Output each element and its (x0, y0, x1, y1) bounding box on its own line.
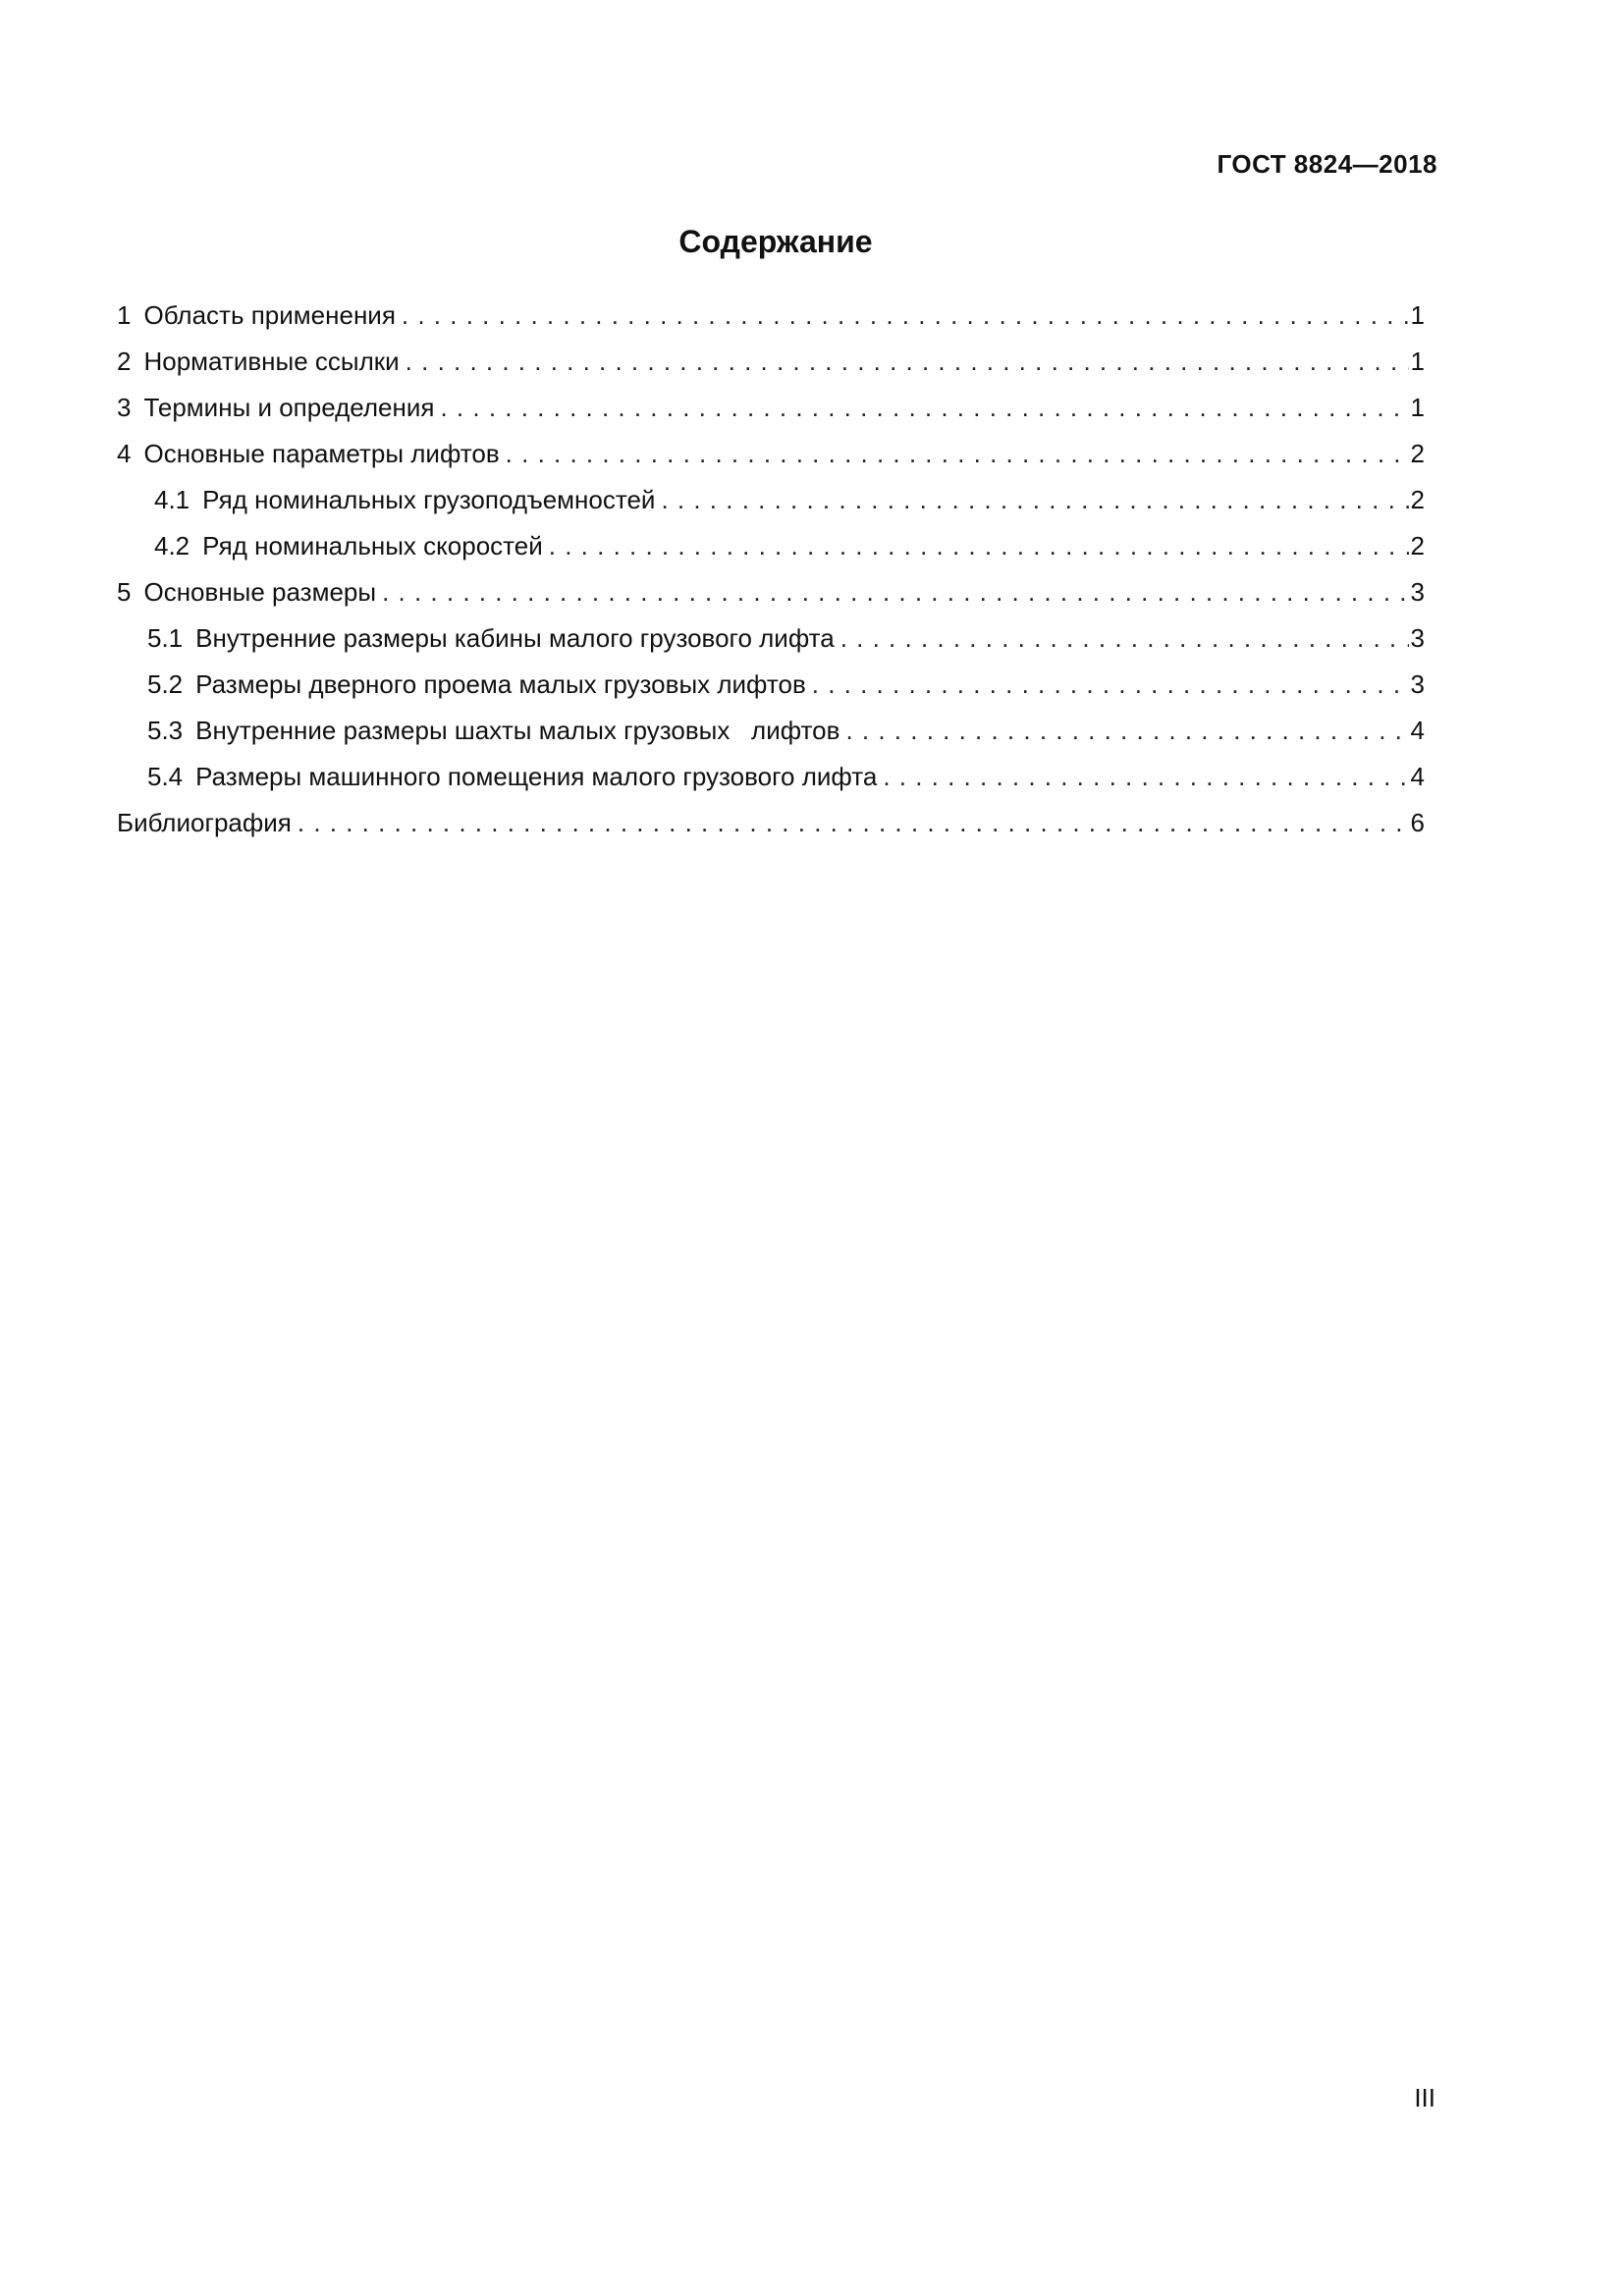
toc-entry-5[interactable] (117, 577, 1425, 623)
toc-entry-number: 4.2 (154, 531, 190, 561)
toc-entry-page: 1 (1410, 300, 1425, 330)
toc-entry-3[interactable] (117, 393, 1425, 439)
toc-entry-number: 5.3 (147, 716, 184, 745)
toc-entry-page: 2 (1410, 531, 1425, 561)
toc-entry-page: 6 (1410, 808, 1425, 837)
toc-entry-page: 2 (1410, 485, 1425, 514)
toc-entry-title: Внутренние размеры шахты малых грузовых лифтов (195, 716, 840, 745)
toc-entry-title: Размеры дверного проема малых грузовых лифтов (195, 669, 806, 699)
toc-entry-5-1[interactable] (117, 623, 1425, 669)
toc-entry-title: Область применения (143, 300, 396, 330)
toc-entry-title: Библиография (117, 808, 292, 837)
toc-dot-leader (382, 577, 1408, 608)
toc-entry-number: 5.1 (147, 623, 184, 653)
toc-entry-number: 4.1 (154, 485, 190, 514)
toc-entry-title: Основные размеры (143, 577, 377, 607)
toc-dot-leader (812, 669, 1409, 700)
toc-dot-leader (298, 808, 1409, 838)
toc-dot-leader (883, 762, 1408, 792)
toc-dot-leader (440, 393, 1408, 423)
toc-dot-leader (840, 623, 1409, 654)
toc-dot-leader (402, 300, 1409, 331)
document-code: ГОСТ 8824—2018 (1217, 149, 1437, 179)
toc-entry-title: Размеры машинного помещения малого грузового лифта (195, 762, 878, 791)
toc-entry-4[interactable] (117, 439, 1425, 485)
toc-entry-page: 1 (1410, 393, 1425, 422)
toc-entry-number: 5.4 (147, 762, 184, 791)
toc-entry-number: 4 (117, 439, 132, 468)
toc-entry-4-2[interactable] (117, 531, 1425, 577)
toc-entry-page: 3 (1410, 623, 1425, 653)
toc-entry-title: Основные параметры лифтов (143, 439, 500, 468)
toc-entry-number: 2 (117, 347, 132, 376)
toc-dot-leader (661, 485, 1408, 515)
toc-entry-5-2[interactable] (117, 669, 1425, 716)
toc-dot-leader (506, 439, 1409, 469)
toc-entry-page: 2 (1410, 439, 1425, 468)
toc-entry-bibliography[interactable] (117, 808, 1425, 854)
toc-entry-5-3[interactable] (117, 716, 1425, 762)
toc-entry-page: 4 (1410, 762, 1425, 791)
toc-dot-leader (549, 531, 1409, 561)
page-number: III (1414, 2083, 1435, 2112)
toc-title: Содержание (678, 224, 873, 259)
toc-entry-page: 3 (1410, 577, 1425, 607)
toc-entry-number: 1 (117, 300, 132, 330)
toc-entry-2[interactable] (117, 347, 1425, 393)
toc-dot-leader (845, 716, 1408, 746)
toc-entry-title: Нормативные ссылки (143, 347, 400, 376)
toc-entry-number: 5.2 (147, 669, 184, 699)
toc-entry-4-1[interactable] (117, 485, 1425, 531)
toc-entry-5-4[interactable] (117, 762, 1425, 808)
toc-entry-page: 3 (1410, 669, 1425, 699)
toc-entry-number: 5 (117, 577, 132, 607)
toc-entry-title: Внутренние размеры кабины малого грузового лифта (195, 623, 835, 653)
table-of-contents (117, 300, 1425, 854)
toc-entry-title: Термины и определения (143, 393, 435, 422)
toc-entry-page: 1 (1410, 347, 1425, 376)
toc-entry-number: 3 (117, 393, 132, 422)
toc-entry-title: Ряд номинальных скоростей (202, 531, 543, 561)
toc-entry-page: 4 (1410, 716, 1425, 745)
toc-entry-title: Ряд номинальных грузоподъемностей (202, 485, 656, 514)
toc-entry-1[interactable] (117, 300, 1425, 347)
toc-dot-leader (406, 347, 1409, 377)
